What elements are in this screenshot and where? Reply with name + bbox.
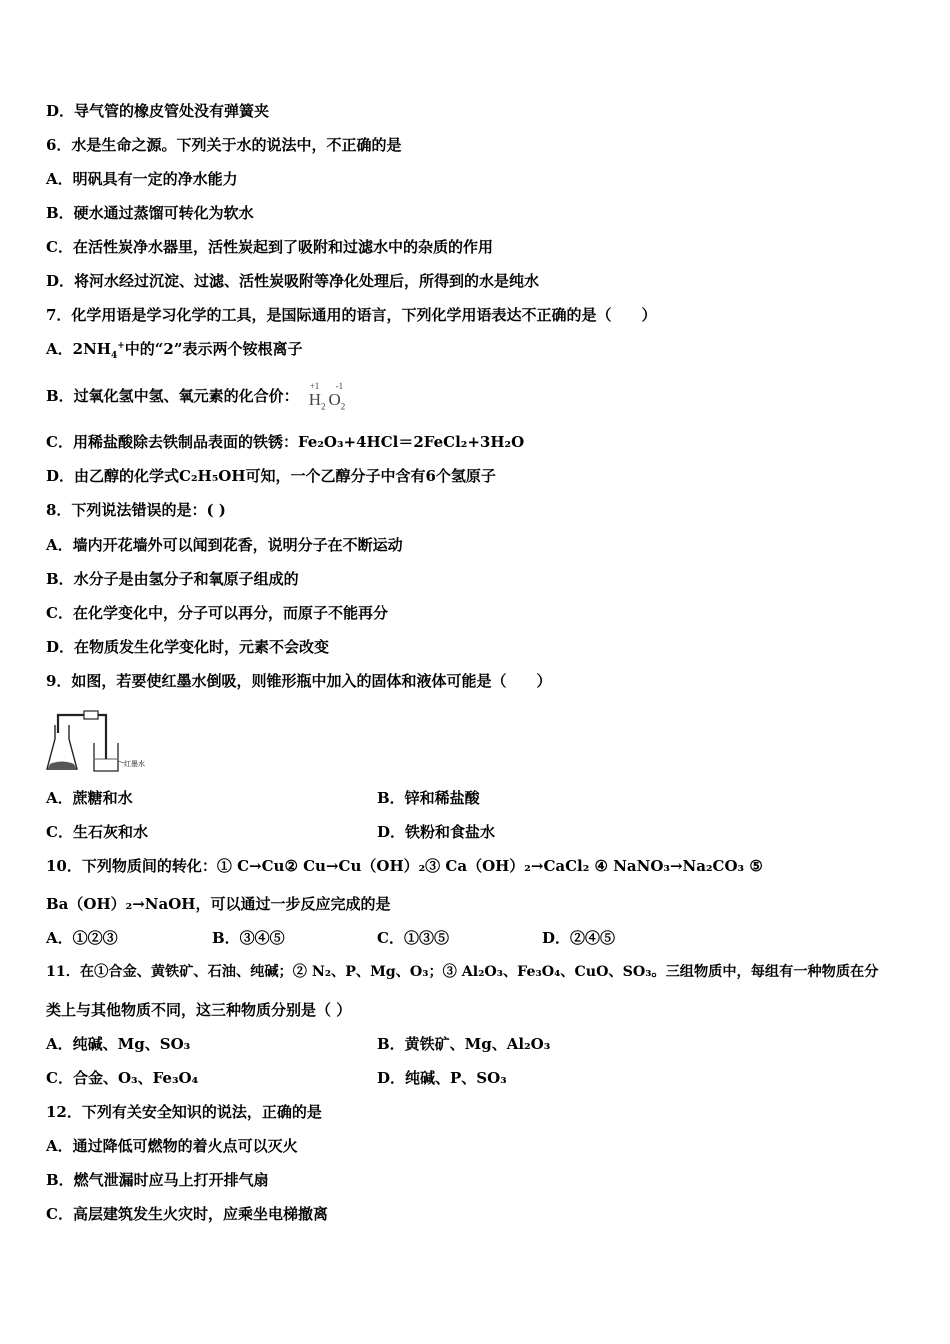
q7-stem: 7．化学用语是学习化学的工具，是国际通用的语言，下列化学用语表达不正确的是（ ） — [46, 306, 657, 324]
red-ink-label: 红墨水 — [124, 760, 145, 768]
q8-stem: 8．下列说法错误的是：( ) — [46, 501, 226, 519]
flask-beaker-diagram — [44, 703, 154, 775]
q7-option-c: C．用稀盐酸除去铁制品表面的铁锈：Fe₂O₃+4HCl＝2FeCl₂+3H₂O — [46, 433, 525, 451]
q10-stem-line1: 10．下列物质间的转化：① C→Cu② Cu→Cu（OH）₂③ Ca（OH）₂→CaCl₂ ④ NaNO₃→Na₂CO₃ ⑤ — [46, 857, 763, 875]
q11-option-d: D．纯碱、P、SO₃ — [377, 1069, 507, 1087]
q10-option-b: B．③④⑤ — [212, 929, 285, 947]
q5-option-d: D．导气管的橡皮管处没有弹簧夹 — [46, 102, 270, 120]
q12-option-a: A．通过降低可燃物的着火点可以灭火 — [46, 1137, 298, 1155]
q8-option-d: D．在物质发生化学变化时，元素不会改变 — [46, 638, 330, 656]
q8-option-c: C．在化学变化中，分子可以再分，而原子不能再分 — [46, 604, 388, 622]
q11-option-a: A．纯碱、Mg、SO₃ — [46, 1035, 191, 1053]
q6-option-b: B．硬水通过蒸馏可转化为软水 — [46, 204, 254, 222]
q9-option-a: A．蔗糖和水 — [46, 789, 133, 807]
q10-option-a: A．①②③ — [46, 929, 118, 947]
q6-option-a: A．明矾具有一定的净水能力 — [46, 170, 238, 188]
q10-option-d: D．②④⑤ — [542, 929, 616, 947]
q9-option-b: B．锌和稀盐酸 — [377, 789, 480, 807]
q11-stem-line2: 类上与其他物质不同，这三种物质分别是（ ） — [46, 1001, 352, 1019]
q12-stem: 12．下列有关安全知识的说法，正确的是 — [46, 1103, 322, 1121]
q8-option-a: A．墙内开花墙外可以闻到花香，说明分子在不断运动 — [46, 536, 403, 554]
q7-option-b: B．过氧化氢中氢、氧元素的化合价： +1 $H_2$ -1 $O_2$ — [46, 381, 346, 412]
q11-option-b: B．黄铁矿、Mg、Al₂O₃ — [377, 1035, 551, 1053]
q11-stem-line1: 11．在①合金、黄铁矿、石油、纯碱；② N₂、P、Mg、O₃；③ Al₂O₃、Fe₃O₄、CuO、SO₃。三组物质中，每组有一种物质在分 — [46, 964, 879, 980]
q8-option-b: B．水分子是由氢分子和氧原子组成的 — [46, 570, 299, 588]
q9-option-d: D．铁粉和食盐水 — [377, 823, 496, 841]
q7-option-a: A．$2NH_4^+$中的“2”表示两个铵根离子 — [46, 340, 303, 361]
q9-stem: 9．如图，若要使红墨水倒吸，则锥形瓶中加入的固体和液体可能是（ ） — [46, 672, 552, 690]
q7-option-d: D．由乙醇的化学式C₂H₅OH可知，一个乙醇分子中含有6个氢原子 — [46, 467, 496, 485]
q12-option-b: B．燃气泄漏时应马上打开排气扇 — [46, 1171, 269, 1189]
apparatus-figure — [44, 703, 154, 779]
q6-option-c: C．在活性炭净水器里，活性炭起到了吸附和过滤水中的杂质的作用 — [46, 238, 493, 256]
q6-stem: 6．水是生命之源。下列关于水的说法中，不正确的是 — [46, 136, 402, 154]
q11-option-c: C．合金、O₃、Fe₃O₄ — [46, 1069, 199, 1087]
q6-option-d: D．将河水经过沉淀、过滤、活性炭吸附等净化处理后，所得到的水是纯水 — [46, 272, 540, 290]
q10-stem-line2: Ba（OH）₂→NaOH，可以通过一步反应完成的是 — [46, 895, 391, 913]
q9-option-c: C．生石灰和水 — [46, 823, 148, 841]
q12-option-c: C．高层建筑发生火灾时，应乘坐电梯撤离 — [46, 1205, 328, 1223]
q10-option-c: C．①③⑤ — [377, 929, 449, 947]
hydrogen-peroxide-formula: +1 $H_2$ -1 $O_2$ — [308, 381, 346, 412]
